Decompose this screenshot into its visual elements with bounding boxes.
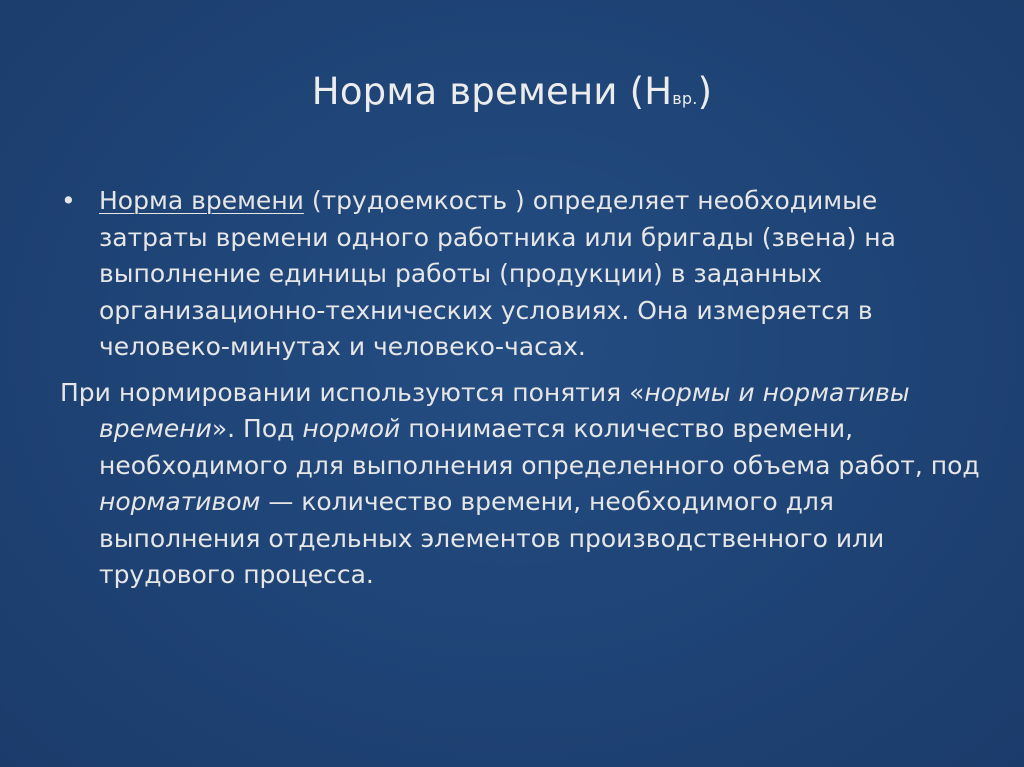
term-underlined: Норма времени (99, 186, 304, 215)
paragraph-part-3: понимается количество времени, необходимого для выполнения определенного объема работ, под (99, 414, 980, 480)
paragraph-emphasis-3: нормативом (99, 487, 261, 516)
bullet-item (60, 183, 980, 366)
paragraph-emphasis-1: нормы и нормативы времени (99, 377, 910, 443)
slide-title (0, 70, 1024, 113)
title-subscript: вр. (672, 89, 698, 108)
title-close: ) (697, 70, 713, 113)
paragraph-part-2: ». Под (211, 414, 303, 443)
bullet-glyph: • (61, 186, 76, 215)
title-main: Норма времени (Н (311, 70, 673, 113)
paragraph-part-1: При нормировании используются понятия « (60, 377, 645, 407)
paragraph-emphasis-2: нормой (302, 414, 401, 443)
body-paragraph (60, 375, 980, 594)
paragraph-part-4: — количество времени, необходимого для выполнения отдельных элементов производственного или трудового процесса. (99, 487, 885, 589)
slide-body (60, 183, 980, 619)
bullet-text: (трудоемкость ) определяет необходимые затраты времени одного работника или бригады (звена) на выполнение единицы работы (продукции) в заданных организационно-технических условиях. Она измеряется в человеко-минутах и человеко-часах. (99, 186, 896, 361)
